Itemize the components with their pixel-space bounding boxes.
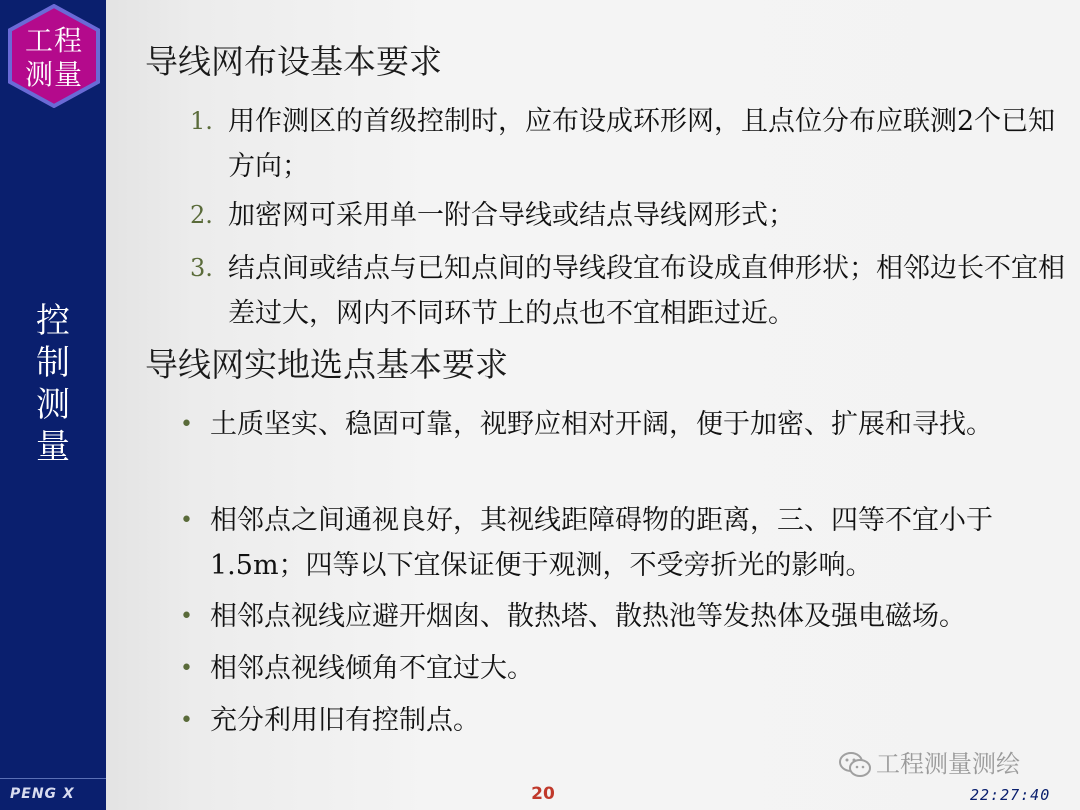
bullet-marker: • — [180, 604, 193, 629]
wechat-icon — [838, 750, 872, 780]
chapter-title-char: 测 — [36, 385, 70, 425]
author-label: PENG X — [10, 786, 75, 802]
watermark — [838, 744, 1020, 778]
logo-line-2: 测量 — [24, 58, 83, 91]
numbered-item — [190, 99, 1070, 189]
chapter-title-char: 制 — [36, 343, 70, 383]
numbered-item — [190, 193, 1070, 238]
logo-text — [6, 24, 102, 92]
page-number: 20 — [531, 784, 555, 804]
sidebar-divider — [0, 778, 106, 779]
item-number: 3. — [190, 254, 213, 282]
bullet-marker: • — [180, 508, 193, 533]
chapter-title — [0, 300, 106, 468]
numbered-item — [190, 246, 1070, 336]
item-text: 相邻点视线应避开烟囱、散热塔、散热池等发热体及强电磁场。 — [210, 601, 966, 632]
item-number: 2. — [190, 201, 213, 229]
bullet-marker: • — [180, 708, 193, 733]
section-heading-2: 导线网实地选点基本要求 — [145, 345, 508, 384]
item-text: 加密网可采用单一附合导线或结点导线网形式； — [228, 200, 795, 231]
bullet-item — [180, 698, 1070, 743]
bullet-item — [180, 402, 1070, 492]
sidebar — [0, 0, 106, 810]
watermark-text: 工程测量测绘 — [876, 750, 1020, 778]
bullet-item — [180, 594, 1070, 639]
logo — [6, 4, 102, 108]
bullet-item — [180, 498, 1070, 588]
bullet-item — [180, 646, 1070, 691]
item-text: 充分利用旧有控制点。 — [210, 705, 480, 736]
item-text: 用作测区的首级控制时，应布设成环形网，且点位分布应联测2个已知方向； — [228, 106, 1056, 182]
item-text: 土质坚实、稳固可靠，视野应相对开阔，便于加密、扩展和寻找。 — [210, 409, 993, 440]
item-text: 结点间或结点与已知点间的导线段宜布设成直伸形状；相邻边长不宜相差过大，网内不同环节上的点也不宜相距过近。 — [228, 253, 1065, 329]
item-number: 1. — [190, 107, 213, 135]
item-text: 相邻点视线倾角不宜过大。 — [210, 653, 534, 684]
chapter-title-char: 控 — [36, 301, 70, 341]
timestamp: 22:27:40 — [970, 786, 1051, 804]
item-text: 相邻点之间通视良好，其视线距障碍物的距离，三、四等不宜小于1.5m；四等以下宜保证便于观测，不受旁折光的影响。 — [210, 505, 993, 581]
bullet-marker: • — [180, 412, 193, 437]
section-heading-1: 导线网布设基本要求 — [145, 42, 442, 81]
logo-line-1: 工程 — [24, 24, 83, 57]
bullet-marker: • — [180, 656, 193, 681]
chapter-title-char: 量 — [36, 427, 70, 467]
